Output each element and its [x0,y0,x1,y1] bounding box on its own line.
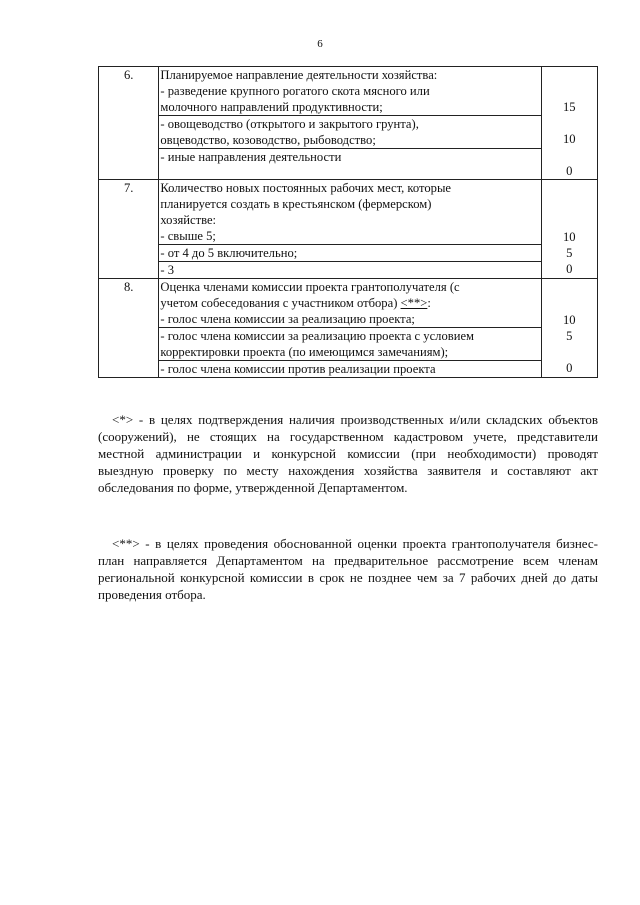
option-text: - голос члена комиссии за реализацию проекта с условием [160,329,475,343]
option-group [159,311,540,377]
score-value: 10 [562,313,576,327]
option-text: - овощеводство (открытого и закрытого грунта), [160,117,419,131]
option-text: - голос члена комиссии за реализацию проекта; [160,312,415,326]
footnote-text: <*> - в целях подтверждения наличия производственных и/или складских объектов (сооружений), не стоящих на государственном кадастровом учете, представители местной администрации и конкурсной комиссии (при необходимости) проводят выездную проверку по месту нахождения хозяйства заявителя и составляют акт обследования по форме, утвержденной Департаментом. [98,412,598,495]
option-item [159,83,540,116]
option-item [159,262,540,278]
table-row [99,67,598,180]
option-item [159,228,540,245]
score-value: 0 [566,164,573,178]
option-text: - иные направления деятельности [160,150,342,164]
criterion-description [159,180,541,279]
criterion-description [159,279,541,378]
option-group [159,83,540,165]
score-value: 0 [566,262,573,276]
score-value: 10 [562,132,576,146]
page-number: 6 [317,38,323,50]
option-item [159,361,540,377]
option-text: - разведение крупного рогатого скота мясного или [160,84,430,98]
option-text: - голос члена комиссии против реализации проекта [160,362,436,376]
criteria-table [98,66,598,378]
row-number: 8. [99,279,159,378]
score-cell [541,180,597,279]
row-number: 7. [99,180,159,279]
option-text: - от 4 до 5 включительно; [160,246,298,260]
row-number: 6. [99,67,159,180]
option-item [159,311,540,328]
option-item [159,149,540,165]
criterion-description [159,67,541,180]
criterion-title: планируется создать в крестьянском (фермерском) [160,197,432,211]
criterion-title: Количество новых постоянных рабочих мест, которые [160,181,452,195]
footnote-text: <**> - в целях проведения обоснованной оценки проекта грантополучателя бизнес-план направляется Департаментом на предварительное рассмотрение всем членам региональной конкурсной комиссии в срок не позднее чем за 7 рабочих дней до даты проведения отбора. [98,536,598,602]
option-text: овцеводство, козоводство, рыбоводство; [160,133,376,147]
footnote-link[interactable]: <**> [400,296,428,310]
criterion-title: Планируемое направление деятельности хозяйства: [160,68,438,82]
footnote-2 [98,535,598,603]
option-item [159,328,540,361]
score-value: 0 [566,361,573,375]
score-value: 5 [566,246,573,260]
option-text: - 3 [160,263,174,277]
option-item [159,116,540,149]
score-value: 5 [566,329,573,343]
table-row [99,180,598,279]
criterion-title [159,295,540,311]
score-value: 15 [562,100,576,114]
option-text: корректировки проекта (по имеющимся замечаниям); [160,345,449,359]
table-row [99,279,598,378]
criterion-title-end: : [427,296,431,310]
score-cell [541,67,597,180]
criterion-title-text: учетом собеседования с участником отбора) [160,296,401,310]
option-text: - свыше 5; [160,229,216,243]
criterion-title: Оценка членами комиссии проекта грантополучателя (с [160,280,460,294]
score-cell [541,279,597,378]
footnote-1 [98,411,598,496]
criterion-title: хозяйстве: [160,213,217,227]
score-value: 10 [562,230,576,244]
option-item [159,245,540,262]
option-group [159,228,540,278]
option-text: молочного направлений продуктивности; [160,100,383,114]
